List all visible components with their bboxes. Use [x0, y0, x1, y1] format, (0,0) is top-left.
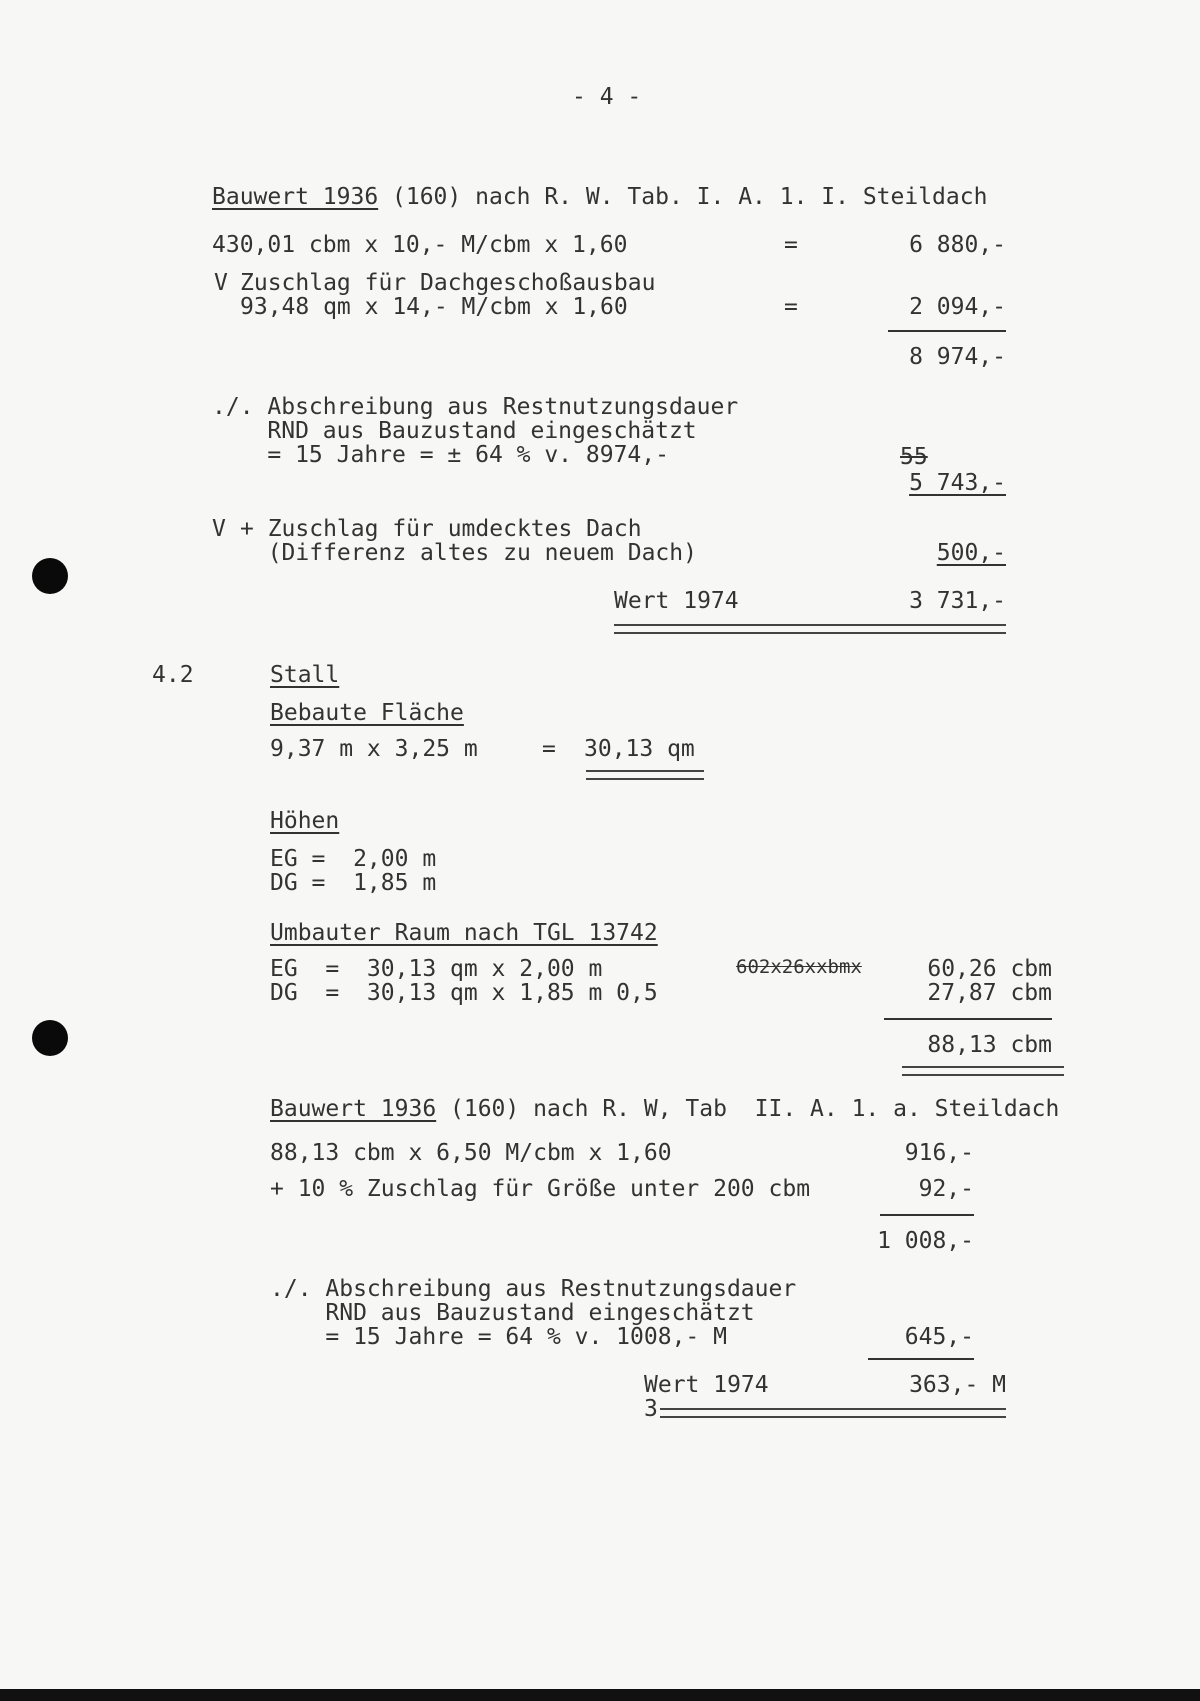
row1-value: 6 880,- — [909, 232, 1006, 258]
double-rule — [614, 624, 1006, 634]
abschreibung-2-line2: RND aus Bauzustand eingeschätzt — [270, 1300, 755, 1326]
hoehen-heading: Höhen — [270, 808, 340, 834]
eg-raum: EG = 30,13 qm x 2,00 m — [270, 956, 603, 982]
raum-total-value: 88,13 cbm — [927, 1032, 1052, 1058]
abschreibung-2-value: 645,- — [904, 1324, 974, 1350]
sum-rule — [884, 1018, 1052, 1020]
flaeche-heading: Bebaute Fläche — [270, 700, 464, 726]
struck-text: 602x26xxbmx — [736, 956, 862, 978]
double-rule — [660, 1408, 1006, 1418]
eg-height: EG = 2,00 m — [270, 846, 437, 872]
zuschlag-line2: (Differenz altes zu neuem Dach) — [240, 540, 697, 566]
eg-raum-value: 60,26 cbm — [927, 956, 1052, 982]
sum-rule — [868, 1358, 974, 1360]
bauwert-heading-2-rest: (160) nach R. W, Tab II. A. 1. a. Steildach — [436, 1096, 1060, 1122]
calc-subtotal: 1 008,- — [877, 1228, 974, 1254]
row1-text: 430,01 cbm x 10,- M/cbm x 1,60 — [212, 232, 628, 258]
row2-line2: 93,48 qm x 14,- M/cbm x 1,60 — [240, 294, 628, 320]
page-number: - 4 - — [572, 84, 642, 110]
wert-2-label: Wert 1974 — [644, 1372, 769, 1398]
wert-value: 3 731,- — [909, 588, 1006, 614]
wert-2-value: 363,- M — [909, 1372, 1006, 1398]
bauwert-heading-rest: (160) nach R. W. Tab. I. A. 1. I. Steildach — [378, 184, 988, 210]
dg-raum-value: 27,87 cbm — [927, 980, 1052, 1006]
subtotal-value: 8 974,- — [909, 344, 1006, 370]
section-title: Stall — [270, 662, 340, 688]
dg-height: DG = 1,85 m — [270, 870, 437, 896]
calc-row1-value: 916,- — [904, 1140, 974, 1166]
zuschlag-value: 500,- — [936, 540, 1006, 566]
punch-hole — [32, 558, 68, 594]
row2-line1: Zuschlag für Dachgeschoßausbau — [240, 270, 656, 296]
sum-rule — [888, 330, 1006, 332]
umbauter-raum-heading: Umbauter Raum nach TGL 13742 — [270, 920, 658, 946]
punch-hole — [32, 1020, 68, 1056]
bauwert-heading-2 — [270, 1098, 1059, 1121]
calc-row1: 88,13 cbm x 6,50 M/cbm x 1,60 — [270, 1140, 672, 1166]
section-number: 4.2 — [152, 662, 194, 688]
abschreibung-value: 5 743,- — [909, 470, 1006, 496]
wert-label: Wert 1974 — [614, 588, 739, 614]
final-mark: 3 — [644, 1396, 658, 1422]
bauwert-heading-2-underlined: Bauwert 1936 — [270, 1096, 437, 1122]
calc-row2-value: 92,- — [918, 1176, 974, 1202]
check-mark: V — [212, 516, 226, 542]
flaeche-value: 30,13 qm — [584, 736, 695, 762]
abschreibung-line1: ./. Abschreibung aus Restnutzungsdauer — [212, 394, 739, 420]
dg-raum: DG = 30,13 qm x 1,85 m 0,5 — [270, 980, 658, 1006]
row2-eq: = — [784, 294, 798, 320]
flaeche-eq: = — [542, 736, 556, 762]
abschreibung-2-line3: = 15 Jahre = 64 % v. 1008,- M — [270, 1324, 727, 1350]
abschreibung-correction: 55 — [900, 444, 928, 470]
abschreibung-2-line1: ./. Abschreibung aus Restnutzungsdauer — [270, 1276, 797, 1302]
sum-rule — [880, 1214, 974, 1216]
double-rule — [902, 1066, 1064, 1076]
flaeche-text: 9,37 m x 3,25 m — [270, 736, 478, 762]
zuschlag-line1: + Zuschlag für umdecktes Dach — [240, 516, 642, 542]
abschreibung-line2: RND aus Bauzustand eingeschätzt — [212, 418, 697, 444]
double-rule — [586, 770, 704, 780]
row2-value: 2 094,- — [909, 294, 1006, 320]
scan-edge — [0, 1689, 1200, 1701]
row1-eq: = — [784, 232, 798, 258]
abschreibung-line3: = 15 Jahre = ± 64 % v. 8974,- — [212, 442, 669, 468]
bauwert-heading — [212, 186, 987, 209]
bauwert-heading-underlined: Bauwert 1936 — [212, 184, 379, 210]
calc-row2: + 10 % Zuschlag für Größe unter 200 cbm — [270, 1176, 811, 1202]
check-mark: V — [214, 270, 228, 296]
